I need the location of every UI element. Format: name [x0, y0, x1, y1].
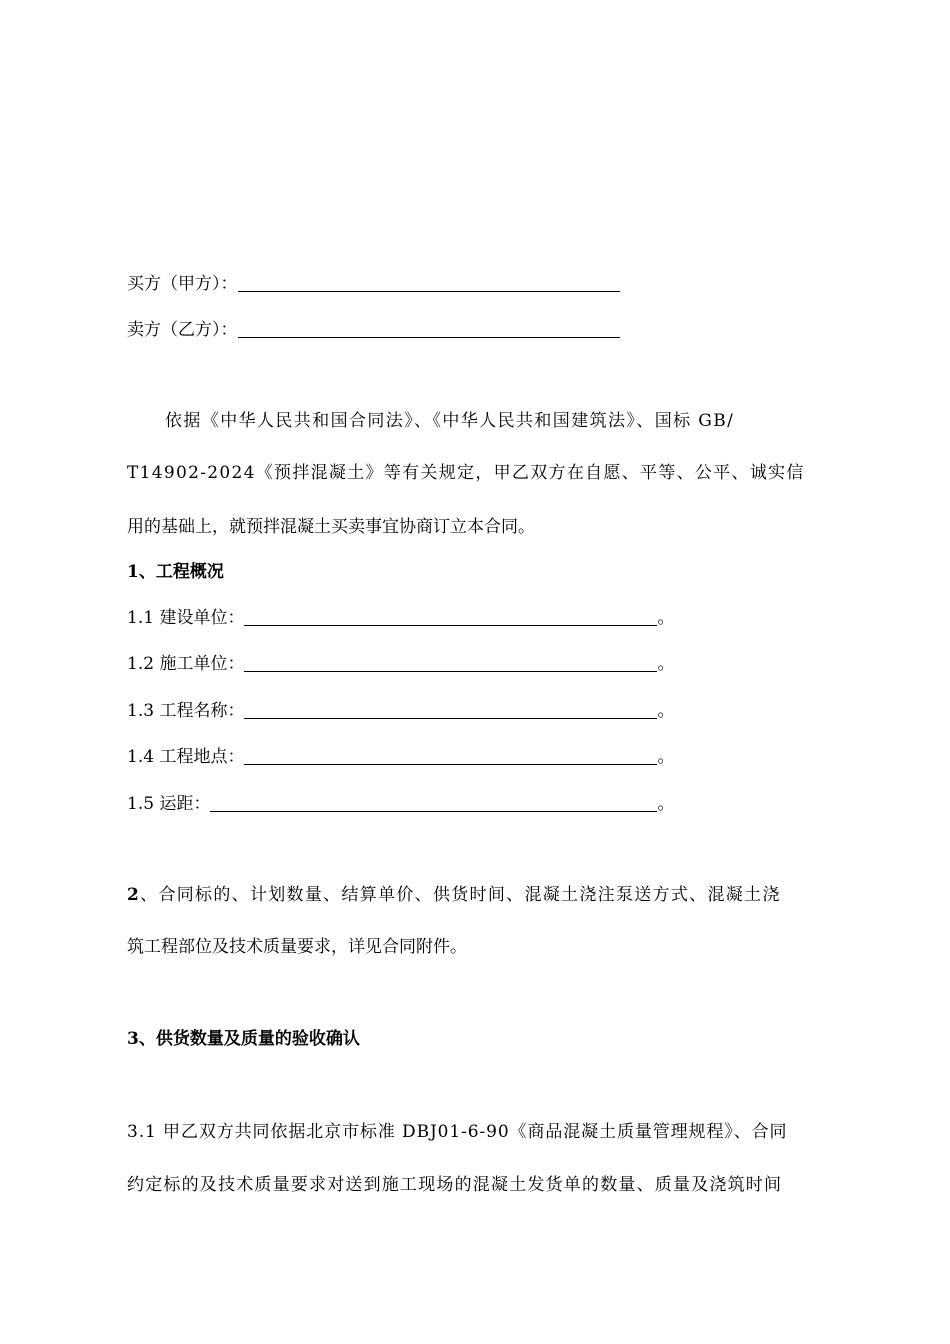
seller-label: 卖方（乙方）： — [127, 320, 238, 340]
project-item-blank[interactable] — [244, 655, 657, 672]
section-2-line-2: 筑工程部位及技术质量要求，详见合同附件。 — [127, 937, 467, 957]
project-item-label: 1.4 工程地点： — [127, 747, 245, 767]
project-item-label: 1.2 施工单位： — [127, 654, 245, 674]
project-item-4 — [127, 746, 674, 768]
intro-line-2: T14902-2024《预拌混凝土》等有关规定，甲乙双方在自愿、平等、公平、诚实信 — [127, 463, 805, 483]
project-item-label: 1.5 运距： — [127, 794, 211, 814]
intro-line-1: 依据《中华人民共和国合同法》、《中华人民共和国建筑法》、国标 GB/ — [165, 411, 735, 431]
intro-line-3: 用的基础上，就预拌混凝土买卖事宜协商订立本合同。 — [127, 517, 535, 537]
project-item-5 — [127, 793, 674, 815]
project-item-end: 。 — [657, 701, 675, 721]
project-item-label: 1.1 建设单位： — [127, 608, 245, 628]
seller-blank[interactable] — [238, 321, 620, 338]
seller-line — [127, 319, 620, 341]
buyer-line — [127, 273, 620, 295]
section-1-heading: 1、工程概况 — [127, 562, 224, 582]
buyer-blank[interactable] — [238, 275, 620, 292]
project-item-end: 。 — [657, 747, 675, 767]
section-3-1-line-2: 约定标的及技术质量要求对送到施工现场的混凝土发货单的数量、质量及浇筑时间 — [127, 1175, 783, 1195]
project-item-end: 。 — [657, 608, 675, 628]
section-2-line-1 — [127, 884, 781, 906]
buyer-label: 买方（甲方）： — [127, 274, 238, 294]
project-item-3 — [127, 700, 674, 722]
project-item-end: 。 — [657, 794, 675, 814]
section-2-number: 2 — [127, 885, 141, 905]
project-item-1 — [127, 607, 674, 629]
section-3-1-line-1: 3.1 甲乙双方共同依据北京市标准 DBJ01-6-90《商品混凝土质量管理规程》、合同 — [127, 1122, 788, 1142]
project-item-label: 1.3 工程名称： — [127, 701, 245, 721]
section-3-heading: 3、供货数量及质量的验收确认 — [127, 1029, 360, 1049]
project-item-blank[interactable] — [210, 795, 657, 812]
project-item-blank[interactable] — [244, 609, 657, 626]
project-item-blank[interactable] — [244, 702, 657, 719]
project-item-2 — [127, 653, 674, 675]
project-item-end: 。 — [657, 654, 675, 674]
section-2-text: 、合同标的、计划数量、结算单价、供货时间、混凝土浇注泵送方式、混凝土浇 — [140, 885, 781, 905]
project-item-blank[interactable] — [244, 748, 657, 765]
